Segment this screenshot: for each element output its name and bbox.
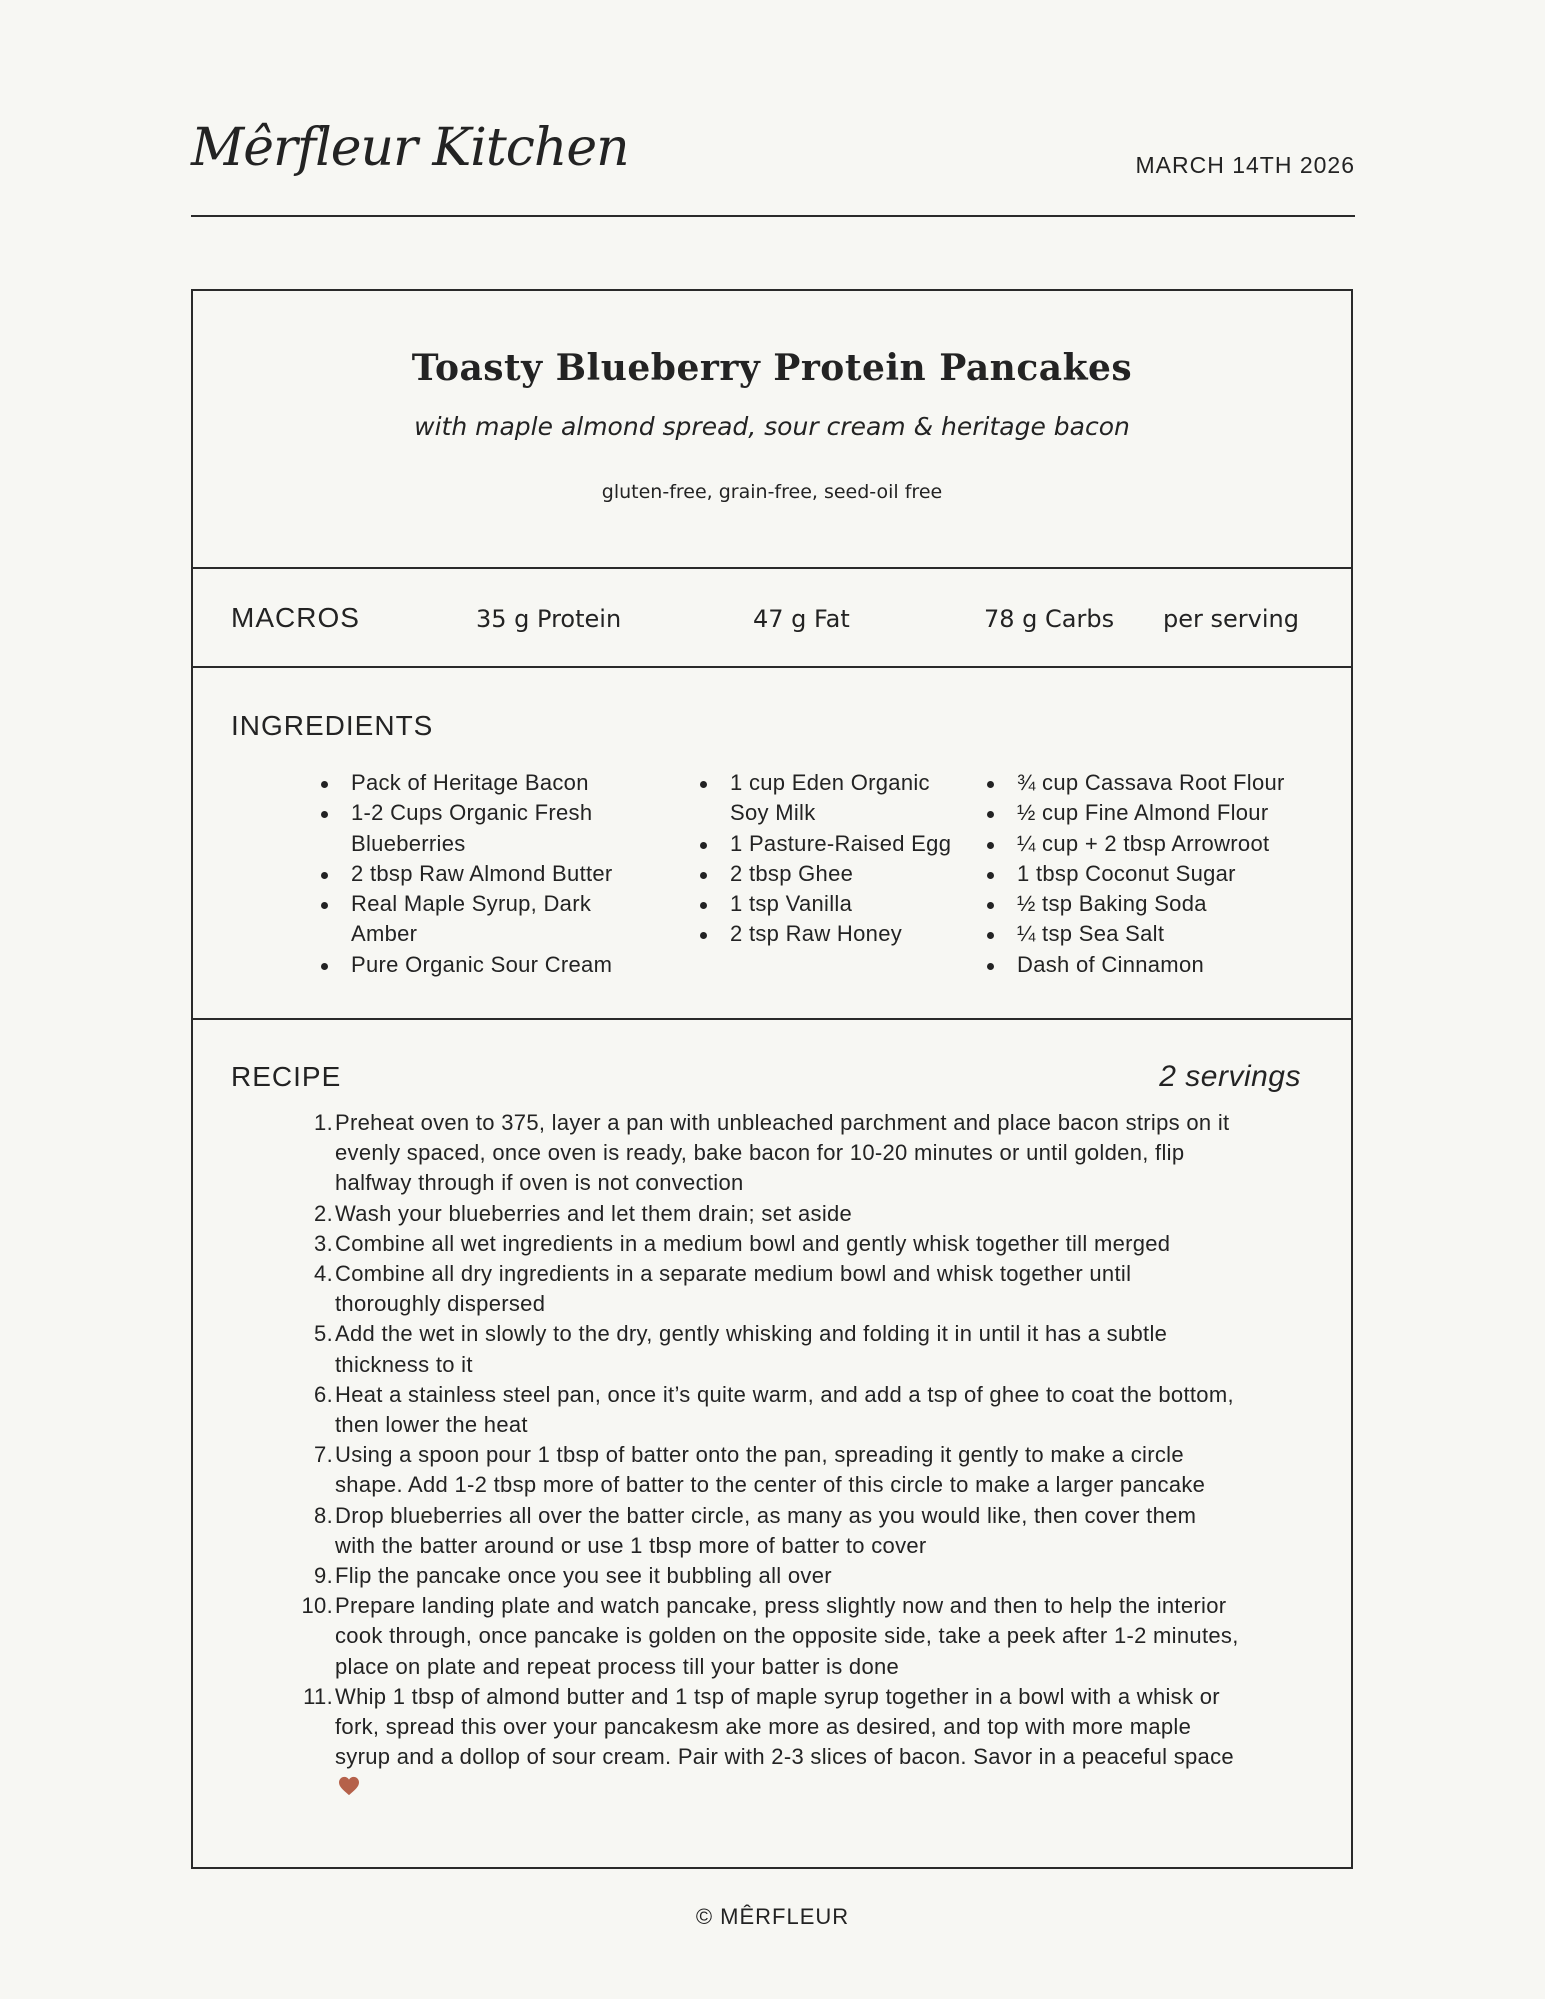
title-section <box>193 291 1351 569</box>
recipe-step <box>303 1108 1239 1199</box>
step-text: Heat a stainless steel pan, once it’s quite warm, and add a tsp of ghee to coat the bottom, then lower the heat <box>335 1381 1234 1438</box>
heart-icon <box>338 1774 360 1804</box>
recipe-step <box>303 1319 1239 1379</box>
recipe-step <box>303 1259 1239 1319</box>
ingredient-item: ¾ cup Cassava Root Flour <box>985 768 1325 798</box>
recipe-step <box>303 1380 1239 1440</box>
step-text: Combine all wet ingredients in a medium bowl and gently whisk together till merged <box>335 1230 1171 1256</box>
ingredients-column-2 <box>698 768 958 950</box>
ingredients-section <box>193 668 1351 1020</box>
recipe-step <box>303 1440 1239 1500</box>
ingredient-item: ½ tsp Baking Soda <box>985 889 1325 919</box>
recipe-step <box>303 1501 1239 1561</box>
step-number: 2. <box>314 1200 333 1226</box>
ingredient-item: ½ cup Fine Almond Flour <box>985 798 1325 828</box>
dietary-tags: gluten-free, grain-free, seed-oil free <box>601 481 943 503</box>
ingredient-item: 2 tbsp Ghee <box>698 859 958 889</box>
step-number: 10. <box>301 1593 333 1619</box>
ingredient-item: ¼ cup + 2 tbsp Arrowroot <box>985 829 1325 859</box>
header-divider <box>191 215 1355 217</box>
ingredient-item: 2 tbsp Raw Almond Butter <box>319 859 649 889</box>
ingredient-item: 1 cup Eden Organic Soy Milk <box>698 768 958 829</box>
ingredient-item: Real Maple Syrup, Dark Amber <box>319 889 649 950</box>
step-text: Wash your blueberries and let them drain; set aside <box>335 1200 853 1226</box>
ingredient-item: 1 tbsp Coconut Sugar <box>985 859 1325 889</box>
macros-section <box>193 569 1351 668</box>
step-text: Preheat oven to 375, layer a pan with unbleached parchment and place bacon strips on it evenly spaced, once oven is ready, bake bacon for 10-20 minutes or until golden, flip halfway through if oven is not convection <box>335 1110 1230 1196</box>
ingredients-column-1 <box>319 768 649 980</box>
ingredient-item: Dash of Cinnamon <box>985 950 1325 980</box>
step-number: 5. <box>314 1321 333 1347</box>
recipe-card <box>191 289 1353 1869</box>
step-text: Flip the pancake once you see it bubbling all over <box>335 1563 832 1589</box>
step-number: 4. <box>314 1261 333 1287</box>
step-number: 9. <box>314 1563 333 1589</box>
ingredient-item: ¼ tsp Sea Salt <box>985 919 1325 949</box>
recipe-step <box>303 1229 1239 1259</box>
ingredient-item: 2 tsp Raw Honey <box>698 919 958 949</box>
macro-carbs: 78 g Carbs <box>984 605 1115 633</box>
ingredients-label: INGREDIENTS <box>231 710 434 741</box>
step-number: 11. <box>303 1683 333 1709</box>
recipe-step <box>303 1561 1239 1591</box>
recipe-title: Toasty Blueberry Protein Pancakes <box>411 347 1133 389</box>
step-number: 3. <box>314 1230 333 1256</box>
ingredient-item: 1 Pasture-Raised Egg <box>698 829 958 859</box>
macro-protein: 35 g Protein <box>476 605 622 633</box>
recipe-steps <box>303 1108 1239 1805</box>
ingredient-item: Pure Organic Sour Cream <box>319 950 649 980</box>
date: MARCH 14TH 2026 <box>1135 152 1355 178</box>
recipe-label: RECIPE <box>231 1061 342 1092</box>
step-text: Drop blueberries all over the batter circle, as many as you would like, then cover them with the batter around or use 1 tbsp more of batter to cover <box>335 1502 1197 1558</box>
servings: 2 servings <box>1159 1060 1301 1093</box>
step-text: Whip 1 tbsp of almond butter and 1 tsp of maple syrup together in a bowl with a whisk or fork, spread this over your pancakesm ake more as desired, and top with more maple syrup and a dollop of sour cream. Pair with 2-3 slices of bacon. Savor in a peaceful space <box>335 1683 1234 1770</box>
recipe-step <box>303 1682 1239 1805</box>
step-text: Prepare landing plate and watch pancake, press slightly now and then to help the interior cook through, once pancake is golden on the opposite side, take a peek after 1-2 minutes, place on plate and repeat process till your batter is done <box>335 1593 1239 1679</box>
ingredient-item: 1 tsp Vanilla <box>698 889 958 919</box>
recipe-section <box>193 1020 1351 1867</box>
footer-copyright: © MÊRFLEUR <box>695 1904 850 1929</box>
ingredients-column-3 <box>985 768 1325 980</box>
step-number: 1. <box>314 1110 333 1135</box>
recipe-step <box>303 1199 1239 1229</box>
macro-fat: 47 g Fat <box>753 605 850 633</box>
step-text: Add the wet in slowly to the dry, gently whisking and folding it in until it has a subtle thickness to it <box>335 1321 1168 1377</box>
step-text: Using a spoon pour 1 tbsp of batter onto the pan, spreading it gently to make a circle shape. Add 1-2 tbsp more of batter to the center of this circle to make a larger pancake <box>335 1442 1206 1498</box>
step-number: 8. <box>314 1502 333 1528</box>
recipe-subtitle: with maple almond spread, sour cream & heritage bacon <box>414 412 1130 441</box>
brand-logo: Mêrfleur Kitchen <box>191 118 629 178</box>
step-number: 7. <box>314 1442 333 1468</box>
ingredient-item: Pack of Heritage Bacon <box>319 768 649 798</box>
step-text: Combine all dry ingredients in a separate medium bowl and whisk together until thoroughly dispersed <box>335 1261 1132 1317</box>
macros-label: MACROS <box>231 602 360 633</box>
step-number: 6. <box>314 1381 333 1407</box>
recipe-step <box>303 1591 1239 1682</box>
ingredient-item: 1-2 Cups Organic Fresh Blueberries <box>319 798 649 859</box>
macro-per-serving: per serving <box>1163 605 1299 633</box>
